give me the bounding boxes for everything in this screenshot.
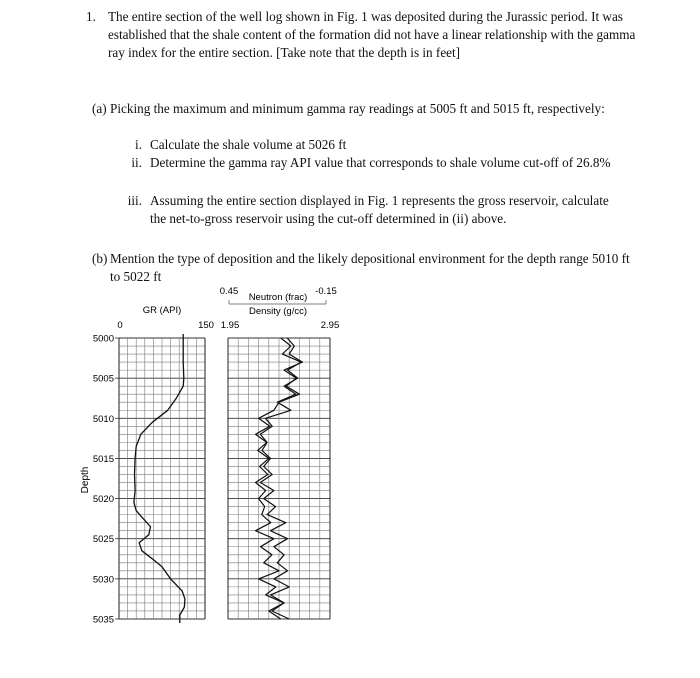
part-a-label: (a): [92, 101, 107, 116]
gr-min-label: 0: [117, 320, 123, 331]
depth-tick-label: 5020: [92, 494, 114, 506]
part-b-label: (b): [92, 251, 108, 266]
depth-tick-labels: [93, 334, 119, 626]
depth-tick-label: 5035: [92, 614, 114, 626]
part-a: [92, 100, 632, 118]
depth-tick-label: 5000: [92, 333, 114, 345]
item-3-roman: iii.: [127, 193, 142, 208]
gr-max-label: 150: [198, 320, 214, 331]
item-2-roman: ii.: [131, 155, 142, 170]
gr-curve: [134, 334, 185, 623]
density-min-label: 1.95: [220, 320, 240, 331]
neutron-title: Neutron (frac): [248, 292, 308, 303]
depth-tick-label: 5030: [92, 574, 114, 586]
density-title: Density (g/cc): [248, 306, 308, 317]
depth-tick-label: 5015: [92, 453, 114, 465]
item-2-text: Determine the gamma ray API value that corresponds to shale volume cut-off of 26.8%: [150, 155, 611, 170]
depth-tick-label: 5010: [92, 413, 114, 425]
item-1-roman: i.: [135, 137, 142, 152]
question-1: [86, 8, 646, 62]
neutron-max-label: -0.15: [315, 286, 337, 297]
question-number: 1.: [86, 9, 96, 24]
curve-layer: [134, 334, 303, 623]
item-1-text: Calculate the shale volume at 5026 ft: [150, 137, 347, 152]
neutron-curve: [260, 338, 301, 619]
item-3-text: Assuming the entire section displayed in Fig. 1 represents the gross reservoir, calculate the net-to-gross reservoir using the cut-off determined in (ii) above.: [150, 193, 609, 226]
part-b-text: Mention the type of deposition and the likely depositional environment for the depth range 5010 ft to 5022 ft: [110, 251, 630, 284]
depth-tick-label: 5025: [92, 534, 114, 546]
gr-track-title: GR (API): [142, 305, 182, 316]
part-b: [92, 250, 632, 285]
question-text: The entire section of the well log shown in Fig. 1 was deposited during the Jurassic period. It was established that the shale content of the formation did not have a linear relationship with the gamma ray index for the entire section. [Take note that the depth is in feet]: [108, 9, 636, 60]
density-curve: [256, 338, 303, 619]
part-a-text: Picking the maximum and minimum gamma ray readings at 5005 ft and 5015 ft, respectively:: [110, 101, 605, 116]
depth-tick-label: 5005: [92, 373, 114, 385]
density-max-label: 2.95: [320, 320, 340, 331]
part-a-item-1: [118, 136, 598, 154]
depth-axis-label: Depth: [80, 466, 91, 494]
neutron-min-label: 0.45: [219, 286, 239, 297]
grid-layer: [119, 338, 330, 619]
part-a-item-2: [118, 154, 618, 172]
part-a-item-3: [118, 192, 618, 227]
